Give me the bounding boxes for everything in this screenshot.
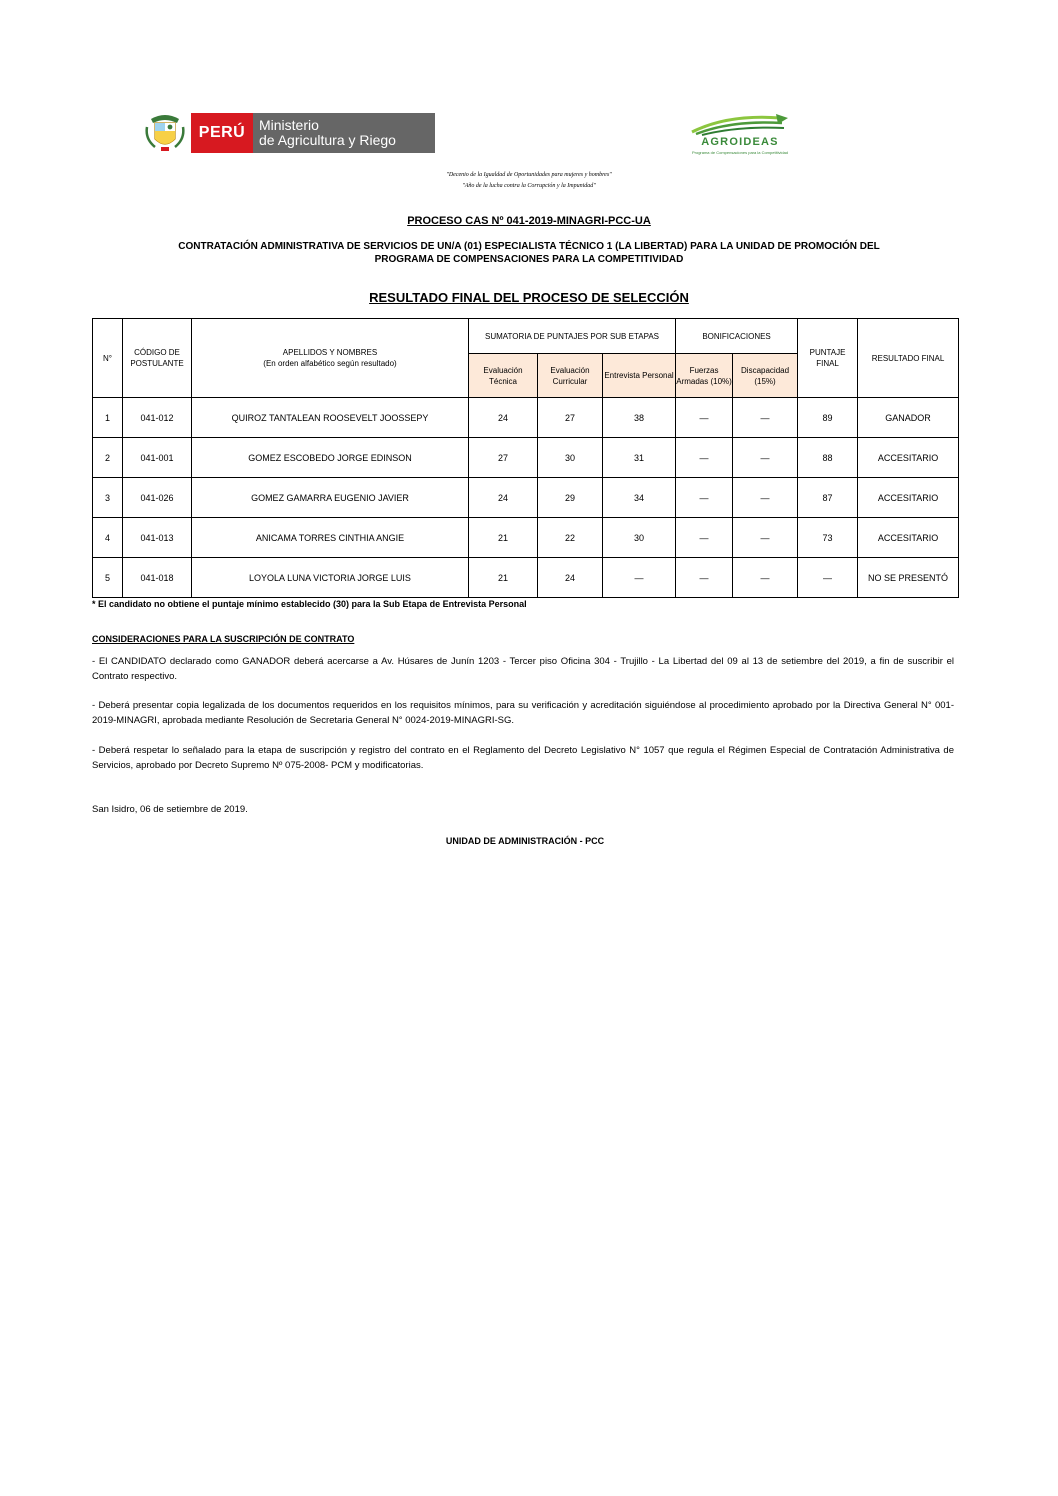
contract-title-line2: PROGRAMA DE COMPENSACIONES PARA LA COMPETITIVIDAD xyxy=(374,254,684,265)
cell-final-score: 73 xyxy=(798,518,858,558)
header-final-result: RESULTADO FINAL xyxy=(858,319,959,398)
decenio-line-2: "Año de la lucha contra la Corrupción y la Impunidad" xyxy=(462,183,596,189)
cell-eval-curricular: 24 xyxy=(538,558,603,598)
cell-final-result: ACCESITARIO xyxy=(858,478,959,518)
header-entrevista: Entrevista Personal xyxy=(603,354,676,398)
cell-name: GOMEZ ESCOBEDO JORGE EDINSON xyxy=(192,438,469,478)
table-header-row-1 xyxy=(93,319,959,354)
cell-discapacidad: — xyxy=(733,558,798,598)
peru-label-block xyxy=(191,113,253,153)
cell-eval-curricular: 30 xyxy=(538,438,603,478)
cell-code: 041-001 xyxy=(123,438,192,478)
considerations-title: CONSIDERACIONES PARA LA SUSCRIPCIÓN DE CONTRATO xyxy=(92,634,355,644)
consideration-paragraph-2: - Deberá presentar copia legalizada de los documentos requeridos en los requisitos mínimos, para su verificación y acreditación siguiéndose al procedimiento aprobado por la Directiva General N° 001-2019-MINAGRI, aprobada mediante Resolución de Secretaria General N° 0024-2019-MINAGRI-SG. xyxy=(92,700,954,726)
cell-num: 1 xyxy=(93,398,123,438)
peru-label: PERÚ xyxy=(198,124,246,141)
agroideas-tagline: Programa de Compensaciones para la Competitividad xyxy=(691,150,789,155)
cell-eval-curricular: 27 xyxy=(538,398,603,438)
place-date: San Isidro, 06 de setiembre de 2019. xyxy=(92,804,248,815)
cell-discapacidad: — xyxy=(733,478,798,518)
cell-fuerzas-armadas: — xyxy=(676,478,733,518)
cell-eval-tecnica: 21 xyxy=(469,518,538,558)
cell-final-result: GANADOR xyxy=(858,398,959,438)
cell-code: 041-012 xyxy=(123,398,192,438)
agroideas-logo xyxy=(688,112,792,154)
cell-fuerzas-armadas: — xyxy=(676,558,733,598)
cell-discapacidad: — xyxy=(733,438,798,478)
ministry-label-block xyxy=(253,113,435,153)
cell-num: 2 xyxy=(93,438,123,478)
process-title: PROCESO CAS Nº 041-2019-MINAGRI-PCC-UA xyxy=(407,215,651,227)
cell-name: LOYOLA LUNA VICTORIA JORGE LUIS xyxy=(192,558,469,598)
cell-discapacidad: — xyxy=(733,398,798,438)
agroideas-name: AGROIDEAS xyxy=(701,136,779,148)
header-eval-tecnica: Evaluación Técnica xyxy=(469,354,538,398)
cell-name: GOMEZ GAMARRA EUGENIO JAVIER xyxy=(192,478,469,518)
header-discapacidad: Discapacidad (15%) xyxy=(733,354,798,398)
contract-title-line1: CONTRATACIÓN ADMINISTRATIVA DE SERVICIOS DE UN/A (01) ESPECIALISTA TÉCNICO 1 (LA LIBERTAD) PARA LA UNIDAD DE PROMOCIÓN DEL xyxy=(178,241,880,252)
signature-unit: UNIDAD DE ADMINISTRACIÓN - PCC xyxy=(445,836,605,846)
cell-fuerzas-armadas: — xyxy=(676,398,733,438)
cell-final-result: NO SE PRESENTÓ xyxy=(858,558,959,598)
table-footnote: * El candidato no obtiene el puntaje mínimo establecido (30) para la Sub Etapa de Entrevista Personal xyxy=(92,599,527,609)
cell-fuerzas-armadas: — xyxy=(676,518,733,558)
cell-name: ANICAMA TORRES CINTHIA ANGIE xyxy=(192,518,469,558)
header-final-score: PUNTAJE FINAL xyxy=(798,319,858,398)
header-bonus: BONIFICACIONES xyxy=(676,319,798,354)
header-code: CÓDIGO DE POSTULANTE xyxy=(123,319,192,398)
cell-entrevista: 31 xyxy=(603,438,676,478)
header-names-main: APELLIDOS Y NOMBRES xyxy=(282,348,378,357)
cell-name: QUIROZ TANTALEAN ROOSEVELT JOOSSEPY xyxy=(192,398,469,438)
ministry-line2: de Agricultura y Riego xyxy=(259,132,396,148)
ministry-line1: Ministerio xyxy=(259,117,319,133)
cell-num: 5 xyxy=(93,558,123,598)
cell-code: 041-013 xyxy=(123,518,192,558)
cell-code: 041-026 xyxy=(123,478,192,518)
cell-entrevista: — xyxy=(603,558,676,598)
cell-eval-curricular: 29 xyxy=(538,478,603,518)
cell-final-score: 87 xyxy=(798,478,858,518)
cell-final-score: 88 xyxy=(798,438,858,478)
table-row xyxy=(93,478,959,518)
cell-eval-curricular: 22 xyxy=(538,518,603,558)
cell-entrevista: 38 xyxy=(603,398,676,438)
header-names-sub: (En orden alfabético según resultado) xyxy=(263,359,397,368)
table-row xyxy=(93,518,959,558)
cell-eval-tecnica: 24 xyxy=(469,478,538,518)
table-row xyxy=(93,558,959,598)
header-fuerzas-armadas: Fuerzas Armadas (10%) xyxy=(676,354,733,398)
cell-fuerzas-armadas: — xyxy=(676,438,733,478)
cell-final-score: — xyxy=(798,558,858,598)
cell-num: 4 xyxy=(93,518,123,558)
cell-entrevista: 34 xyxy=(603,478,676,518)
result-title: RESULTADO FINAL DEL PROCESO DE SELECCIÓN xyxy=(369,290,689,305)
table-row xyxy=(93,398,959,438)
peru-coat-of-arms-icon xyxy=(143,113,187,153)
cell-eval-tecnica: 27 xyxy=(469,438,538,478)
header-sum-subetapas: SUMATORIA DE PUNTAJES POR SUB ETAPAS xyxy=(469,319,676,354)
consideration-paragraph-3: - Deberá respetar lo señalado para la etapa de suscripción y registro del contrato en el Reglamento del Decreto Legislativo N° 1057 que regula el Régimen Especial de Contratación Administrativa de Servicios, aprobado por Decreto Supremo Nº 075-2008- PCM y modificatorias. xyxy=(92,745,954,771)
cell-discapacidad: — xyxy=(733,518,798,558)
minagri-logo xyxy=(143,113,435,153)
cell-eval-tecnica: 21 xyxy=(469,558,538,598)
decenio-line-1: "Decenio de la Igualdad de Oportunidades para mujeres y hombres" xyxy=(446,172,612,178)
cell-eval-tecnica: 24 xyxy=(469,398,538,438)
agroideas-swoosh-icon xyxy=(688,112,792,136)
consideration-paragraph-1: - El CANDIDATO declarado como GANADOR deberá acercarse a Av. Húsares de Junín 1203 - Tercer piso Oficina 304 - Trujillo - La Libertad del 09 al 13 de setiembre del 2019, a fin de suscribir el Contrato respectivo. xyxy=(92,656,954,682)
cell-num: 3 xyxy=(93,478,123,518)
header-eval-curricular: Evaluación Curricular xyxy=(538,354,603,398)
cell-final-score: 89 xyxy=(798,398,858,438)
header-names xyxy=(192,319,469,398)
cell-code: 041-018 xyxy=(123,558,192,598)
contract-title xyxy=(0,240,1058,266)
cell-final-result: ACCESITARIO xyxy=(858,438,959,478)
table-row xyxy=(93,438,959,478)
results-table xyxy=(92,318,959,598)
cell-entrevista: 30 xyxy=(603,518,676,558)
header-num: N° xyxy=(93,319,123,398)
cell-final-result: ACCESITARIO xyxy=(858,518,959,558)
